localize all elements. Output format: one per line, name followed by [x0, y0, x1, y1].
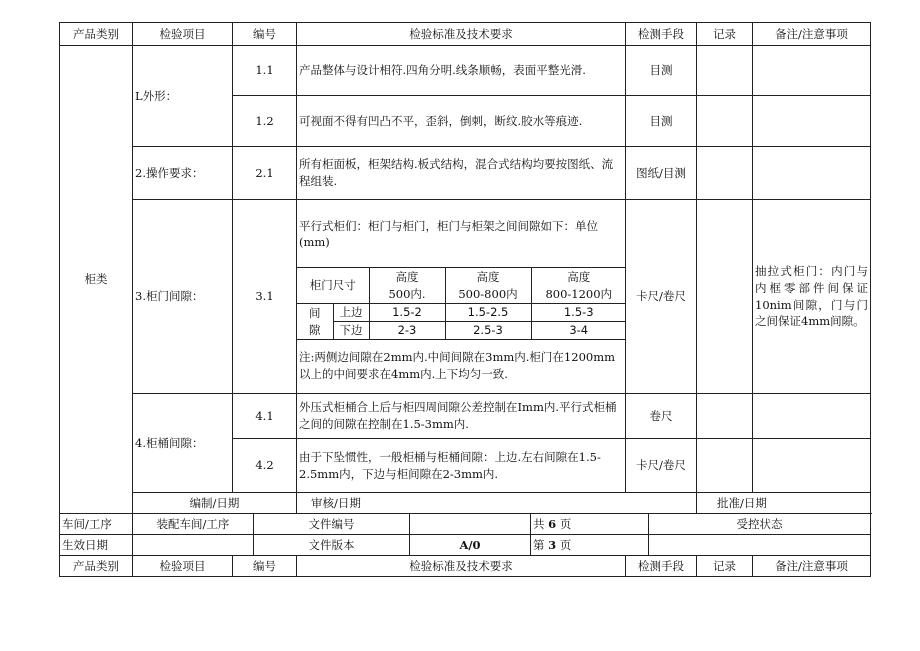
- page-pre: 第: [533, 537, 545, 552]
- row-record[interactable]: [697, 394, 753, 439]
- row-record[interactable]: [697, 96, 753, 147]
- reviewed-label-text: 审核/日期: [311, 495, 361, 510]
- gap-upper-3: 1.5-3: [531, 304, 626, 322]
- header-remark: 备注/注意事项: [753, 23, 871, 46]
- pages-total-post: 页: [559, 516, 572, 531]
- row-method: 目测: [626, 46, 697, 96]
- row-number: 2.1: [233, 147, 297, 200]
- header2-category: 产品类别: [60, 556, 133, 577]
- header2-record: 记录: [697, 556, 753, 577]
- workshop-label: 车间/工序: [60, 514, 133, 535]
- gap-row-upper: [297, 304, 626, 322]
- gap-lower-2: 2.5-3: [445, 322, 531, 340]
- row-remark: [753, 394, 871, 439]
- header-standard: 检验标准及技术要求: [297, 23, 626, 46]
- row-standard: 所有柜面板，柜架结构.板式结构，混合式结构均要按图纸、流程组装.: [297, 147, 626, 200]
- door-gap-note: 注:两侧边间隙在2mm内.中间间隙在3mm内.柜门在1200mm以上的中间要求在4mm内.上下均匀一致.: [299, 350, 616, 381]
- header2-standard: 检验标准及技术要求: [297, 556, 626, 577]
- gap-col-1-h: 高度: [395, 270, 419, 285]
- row-method: 卡尺/卷尺: [626, 439, 697, 493]
- row-record[interactable]: [697, 200, 753, 394]
- row-1-1: [60, 46, 871, 96]
- doc-version-label: 文件版本: [254, 535, 410, 556]
- gap-col-3-range: 800-1200内: [545, 286, 613, 301]
- row-4-1: [60, 394, 871, 439]
- header-item: 检验项目: [133, 23, 233, 46]
- row-standard: 产品整体与设计相符.四角分明.线条顺畅，表面平整光滑.: [297, 46, 626, 96]
- row-number: 1.2: [233, 96, 297, 147]
- gap-col-2-h: 高度: [476, 270, 500, 285]
- gap-upper-1: 1.5-2: [369, 304, 445, 322]
- row-standard: 可视面不得有凹凸不平，歪斜，倒刺，断纹.胶水等痕迹.: [297, 96, 626, 147]
- gap-col-1: [369, 268, 445, 304]
- pages-total-pre: 共: [533, 516, 545, 531]
- gap-col-3-h: 高度: [567, 270, 591, 285]
- item-operation: 2.操作要求：: [133, 147, 233, 200]
- row-standard: 由于下坠惯性，一般柜桶与柜桶间隙：上边.左右间隙在1.5-2.5mm内，下边与柜间隙在2-3mm内.: [297, 439, 626, 493]
- row-record[interactable]: [697, 46, 753, 96]
- header2-remark: 备注/注意事项: [753, 556, 871, 577]
- gap-table: [297, 267, 626, 339]
- row-record[interactable]: [697, 439, 753, 493]
- door-gap-standard: [297, 200, 626, 394]
- header2-item: 检验项目: [133, 556, 233, 577]
- gap-upper-label: 上边: [333, 304, 369, 322]
- gap-row-lower: [297, 322, 626, 340]
- gap-door-size: 柜门尺寸: [297, 268, 369, 304]
- control-status-value: [649, 535, 871, 556]
- row-2-1: [60, 147, 871, 200]
- header-number: 编号: [233, 23, 297, 46]
- control-row-1: [60, 514, 871, 535]
- item-door-gap: 3.柜门间隙：: [133, 200, 233, 394]
- gap-col-2: [445, 268, 531, 304]
- inspection-table: [59, 22, 871, 514]
- header-record: 记录: [697, 23, 753, 46]
- control-table: [59, 513, 871, 556]
- control-status: 受控状态: [649, 514, 871, 535]
- page-post: 页: [559, 537, 572, 552]
- header-row: [60, 23, 871, 46]
- row-remark: [753, 439, 871, 493]
- effective-label: 生效日期: [60, 535, 133, 556]
- door-gap-intro: 平行式柜们：柜门与柜门，柜门与柜架之间间隙如下：单位(mm): [299, 218, 598, 250]
- doc-no-label: 文件编号: [254, 514, 410, 535]
- row-method: 图纸/目测: [626, 147, 697, 200]
- gap-label-bottom: 隙: [297, 322, 333, 340]
- page-num: 3: [548, 537, 557, 552]
- gap-lower-3: 3-4: [531, 322, 626, 340]
- prepared-label: 编制/日期: [133, 493, 297, 514]
- gap-label-top: 间: [297, 304, 333, 322]
- gap-lower-label: 下边: [333, 322, 369, 340]
- gap-col-2-range: 500-800内: [458, 286, 518, 301]
- item-appearance: L外形：: [133, 46, 233, 147]
- row-remark: [753, 46, 871, 96]
- row-method: 卡尺/卷尺: [626, 200, 697, 394]
- doc-version-value: A/0: [410, 535, 531, 556]
- gap-lower-1: 2-3: [369, 322, 445, 340]
- header2-number: 编号: [233, 556, 297, 577]
- signature-row: [60, 493, 871, 514]
- row-remark: [753, 147, 871, 200]
- category-cell: 柜类: [60, 46, 133, 514]
- gap-col-3: [531, 268, 626, 304]
- row-3-1: [60, 200, 871, 394]
- row-number: 1.1: [233, 46, 297, 96]
- row-method: 卷尺: [626, 394, 697, 439]
- row-record[interactable]: [697, 147, 753, 200]
- workshop-value: 装配车间/工序: [133, 514, 254, 535]
- control-row-2: [60, 535, 871, 556]
- header-method: 检测手段: [626, 23, 697, 46]
- pages-total-num: 6: [548, 516, 557, 531]
- inspection-sheet: [59, 22, 870, 577]
- row-number: 4.2: [233, 439, 297, 493]
- effective-value: [133, 535, 254, 556]
- reviewed-label: [297, 493, 697, 514]
- pages-total: [531, 514, 649, 535]
- gap-col-1-range: 500内.: [388, 286, 426, 301]
- door-gap-remark: 抽拉式柜门：内门与内框零部件间保证10nim间隙，门与门之间保证4mm间隙。: [753, 200, 871, 394]
- page-current: [531, 535, 649, 556]
- repeat-header-row: [60, 556, 871, 577]
- approved-label: 批准/日期: [697, 493, 871, 514]
- header2-method: 检测手段: [626, 556, 697, 577]
- repeat-header-table: [59, 555, 871, 577]
- header-category: 产品类别: [60, 23, 133, 46]
- gap-table-header: [297, 268, 626, 304]
- row-remark: [753, 96, 871, 147]
- doc-no-value: [410, 514, 531, 535]
- gap-upper-2: 1.5-2.5: [445, 304, 531, 322]
- row-standard: 外压式柜桶合上后与柜四周间隙公差控制在Imm内.平行式柜桶之间的间隙在控制在1.5-3mm内.: [297, 394, 626, 439]
- row-method: 目测: [626, 96, 697, 147]
- row-number: 4.1: [233, 394, 297, 439]
- item-drawer-gap: 4.柜桶间隙：: [133, 394, 233, 493]
- row-number: 3.1: [233, 200, 297, 394]
